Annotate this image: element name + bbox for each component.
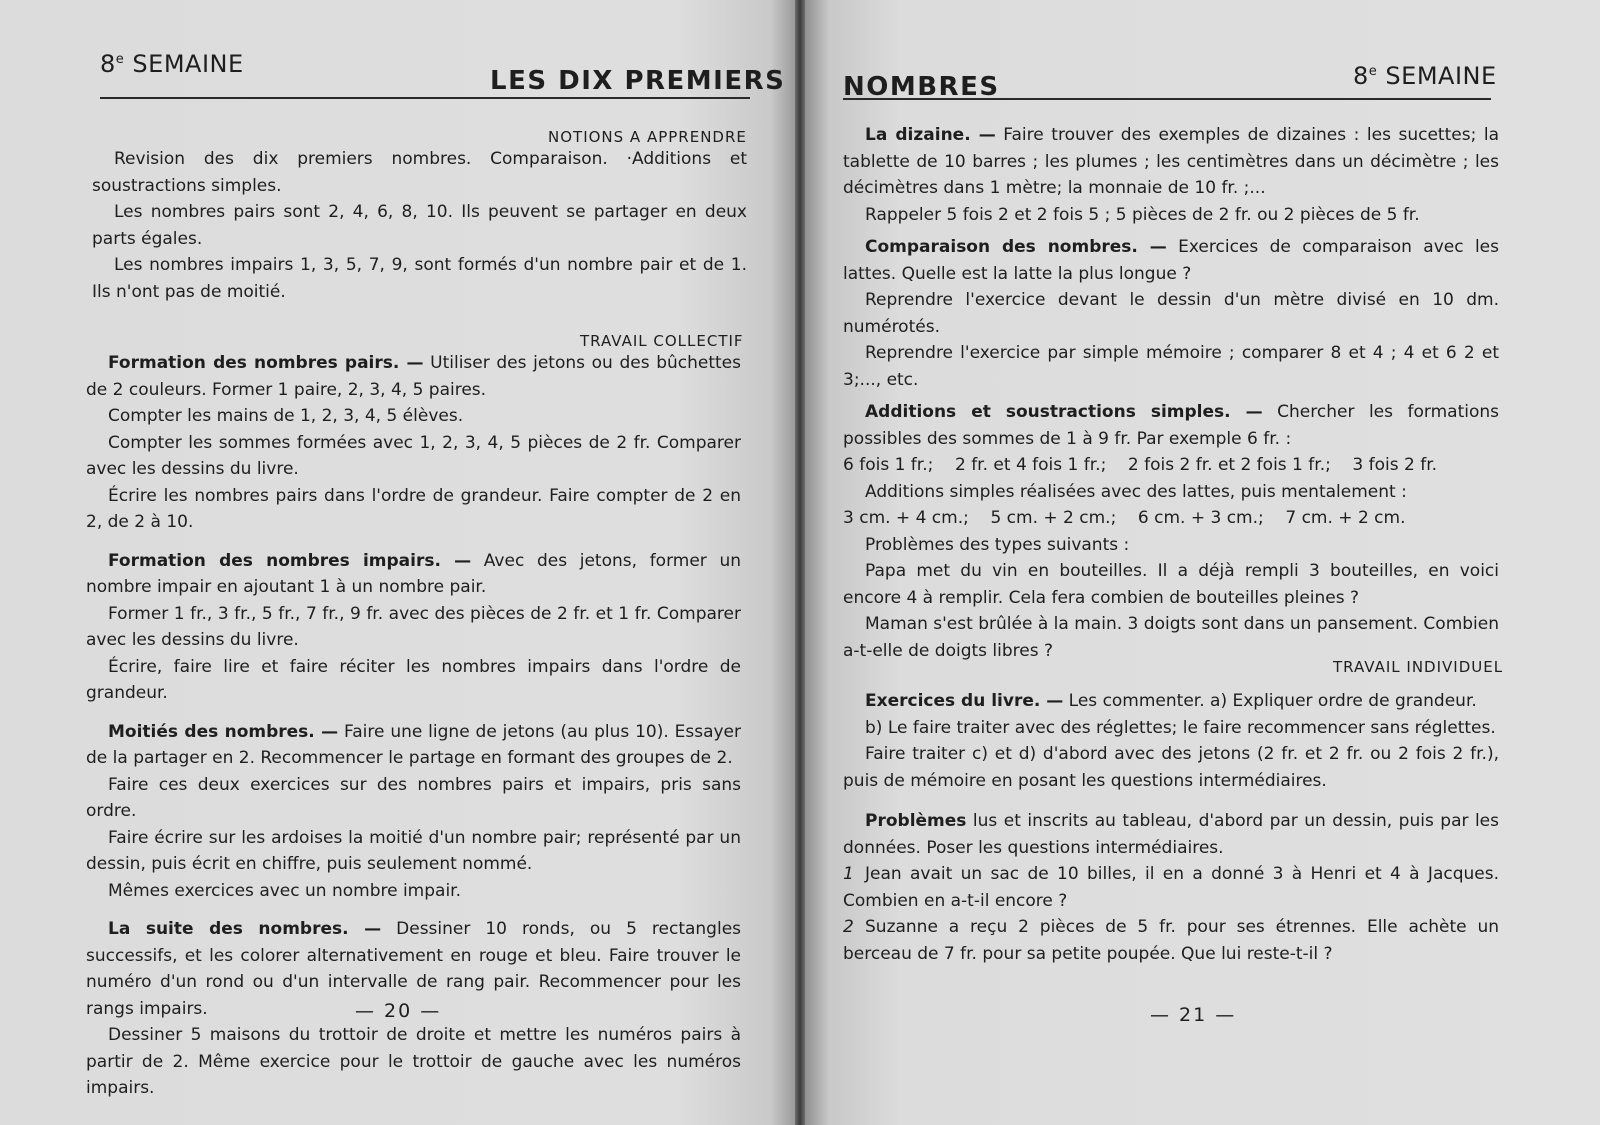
individuel-label: TRAVAIL INDIVIDUEL xyxy=(1333,658,1504,676)
s3-heading: Moitiés des nombres. — xyxy=(108,721,339,742)
s1-text: Utiliser des jetons ou des bûchettes de 2 couleurs. Former 1 paire, 2, 3, 4, 5 paires. xyxy=(86,353,741,400)
r4-heading: Exercices du livre. — xyxy=(865,691,1064,711)
s1-p3: Compter les sommes formées avec 1, 2, 3, 4, 5 pièces de 2 fr. Comparer avec les dessins du livre. xyxy=(86,432,741,479)
r3-heading: Additions et soustractions simples. — xyxy=(865,402,1263,422)
right-week-header: 8e SEMAINE xyxy=(1353,62,1497,90)
left-header-rule xyxy=(100,97,750,99)
s4-p2: Dessiner 5 maisons du trottoir de droite et mettre les numéros pairs à partir de 2. Même exercice pour le trottoir de gauche avec les numéros impairs. xyxy=(86,1025,741,1098)
left-week-header: 8e SEMAINE xyxy=(100,50,244,78)
r5-text: lus et inscrits au tableau, d'abord par un dessin, puis par les données. Poser les questions intermédiaires. xyxy=(843,811,1500,858)
s2-text: Avec des jetons, former un nombre impair en ajoutant 1 à un nombre pair. xyxy=(86,550,741,597)
problem-1-number: 1 xyxy=(843,864,854,884)
r4-text: Les commenter. a) Expliquer ordre de grandeur. xyxy=(1068,691,1477,711)
right-page-title: NOMBRES xyxy=(843,72,1000,102)
notions-block xyxy=(92,146,747,305)
r3-p3: Problèmes des types suivants : xyxy=(865,534,1130,555)
right-page-number: — 21 — xyxy=(1150,1004,1237,1026)
r3-text: Chercher les formations possibles des sommes de 1 à 9 fr. Par exemple 6 fr. : xyxy=(843,402,1499,449)
notion-1: Revision des dix premiers nombres. Comparaison. ·Additions et soustractions simples. xyxy=(92,149,747,196)
r4-p3: Faire traiter c) et d) d'abord avec des jetons (2 fr. et 2 fr. ou 2 fois 2 fr.), puis de mémoire en posant les questions intermédiaires. xyxy=(843,744,1499,791)
r4-p2: b) Le faire traiter avec des réglettes; le faire recommencer sans réglettes. xyxy=(865,717,1496,738)
s1-p4: Écrire les nombres pairs dans l'ordre de grandeur. Faire compter de 2 en 2, de 2 à 10. xyxy=(86,485,741,532)
r1-p2: Rappeler 5 fois 2 et 2 fois 5 ; 5 pièces de 2 fr. ou 2 pièces de 5 fr. xyxy=(865,204,1420,225)
r3-p2: Additions simples réalisées avec des lattes, puis mentalement : xyxy=(865,481,1407,502)
r2-p2: Reprendre l'exercice devant le dessin d'un mètre divisé en 10 dm. numérotés. xyxy=(843,290,1499,337)
s1-p2: Compter les mains de 1, 2, 3, 4, 5 élèves. xyxy=(108,406,464,426)
notion-2: Les nombres pairs sont 2, 4, 6, 8, 10. Ils peuvent se partager en deux parts égales. xyxy=(92,202,747,249)
r2-text: Exercices de comparaison avec les lattes. Quelle est la latte la plus longue ? xyxy=(843,237,1499,284)
right-header-rule xyxy=(843,98,1491,100)
problem-2-number: 2 xyxy=(843,917,854,937)
notion-3: Les nombres impairs 1, 3, 5, 7, 9, sont formés d'un nombre pair et de 1. Ils n'ont pas de moitié. xyxy=(92,255,747,302)
r3-p4: Papa met du vin en bouteilles. Il a déjà rempli 3 bouteilles, en voici encore 4 à remplir. Cela fera combien de bouteilles pleines ? xyxy=(843,561,1499,608)
s2-p3: Écrire, faire lire et faire réciter les nombres impairs dans l'ordre de grandeur. xyxy=(86,656,741,703)
r2-heading: Comparaison des nombres. — xyxy=(865,237,1167,257)
problem-2: Suzanne a reçu 2 pièces de 5 fr. pour ses étrennes. Elle achète un berceau de 7 fr. pour sa petite poupée. Que lui reste-t-il ? xyxy=(843,917,1499,964)
s1-heading: Formation des nombres pairs. — xyxy=(108,353,424,373)
s3-text: Faire une ligne de jetons (au plus 10). Essayer de la partager en 2. Recommencer le partage en formant des groupes de 2. xyxy=(86,721,741,768)
right-lower-block xyxy=(843,688,1499,967)
s3-p2: Faire ces deux exercices sur des nombres pairs et impairs, pris sans ordre. xyxy=(86,774,741,821)
r3-p5: Maman s'est brûlée à la main. 3 doigts sont dans un pansement. Combien a-t-elle de doigts libres ? xyxy=(843,614,1499,661)
s4-text: Dessiner 10 ronds, ou 5 rectangles successifs, et les colorer alternativement en rouge et bleu. Faire trouver le numéro d'un rond ou d'un intervalle de rang pair. Recommencer pour les rangs impairs. xyxy=(86,919,742,1019)
s2-p2: Former 1 fr., 3 fr., 5 fr., 7 fr., 9 fr. avec des pièces de 2 fr. et 1 fr. Comparer avec les dessins du livre. xyxy=(86,603,741,650)
s2-heading: Formation des nombres impairs. — xyxy=(108,550,472,571)
s3-p3: Faire écrire sur les ardoises la moitié d'un nombre pair; représenté par un dessin, puis écrit en chiffre, puis seulement nommé. xyxy=(86,827,741,874)
right-page xyxy=(805,0,1600,1125)
left-main-block xyxy=(86,350,741,1102)
problem-1: Jean avait un sac de 10 billes, il en a donné 3 à Henri et 4 à Jacques. Combien en a-t-il encore ? xyxy=(843,864,1499,911)
r1-heading: La dizaine. — xyxy=(865,125,996,145)
book-gutter xyxy=(795,0,805,1125)
r2-p3: Reprendre l'exercice par simple mémoire ; comparer 8 et 4 ; 4 et 6 2 et 3;..., etc. xyxy=(843,343,1499,390)
left-page xyxy=(0,0,795,1125)
left-page-number: — 20 — xyxy=(355,1000,442,1022)
right-main-block xyxy=(843,122,1499,664)
r5-heading: Problèmes xyxy=(865,811,967,831)
r3-line2: 3 cm. + 4 cm.; 5 cm. + 2 cm.; 6 cm. + 3 cm.; 7 cm. + 2 cm. xyxy=(843,508,1406,528)
notions-label: NOTIONS A APPRENDRE xyxy=(548,128,747,146)
left-page-title: LES DIX PREMIERS xyxy=(490,66,786,96)
r3-line: 6 fois 1 fr.; 2 fr. et 4 fois 1 fr.; 2 fois 2 fr. et 2 fois 1 fr.; 3 fois 2 fr. xyxy=(843,455,1438,475)
s3-p4: Mêmes exercices avec un nombre impair. xyxy=(108,880,462,901)
r1-text: Faire trouver des exemples de dizaines : les sucettes; la tablette de 10 barres ; les plumes ; les centimètres dans un décimètre ; les décimètres dans 1 mètre; la monnaie de 10 fr. ;... xyxy=(843,125,1500,198)
collectif-label: TRAVAIL COLLECTIF xyxy=(580,332,744,350)
s4-heading: La suite des nombres. — xyxy=(108,919,382,939)
